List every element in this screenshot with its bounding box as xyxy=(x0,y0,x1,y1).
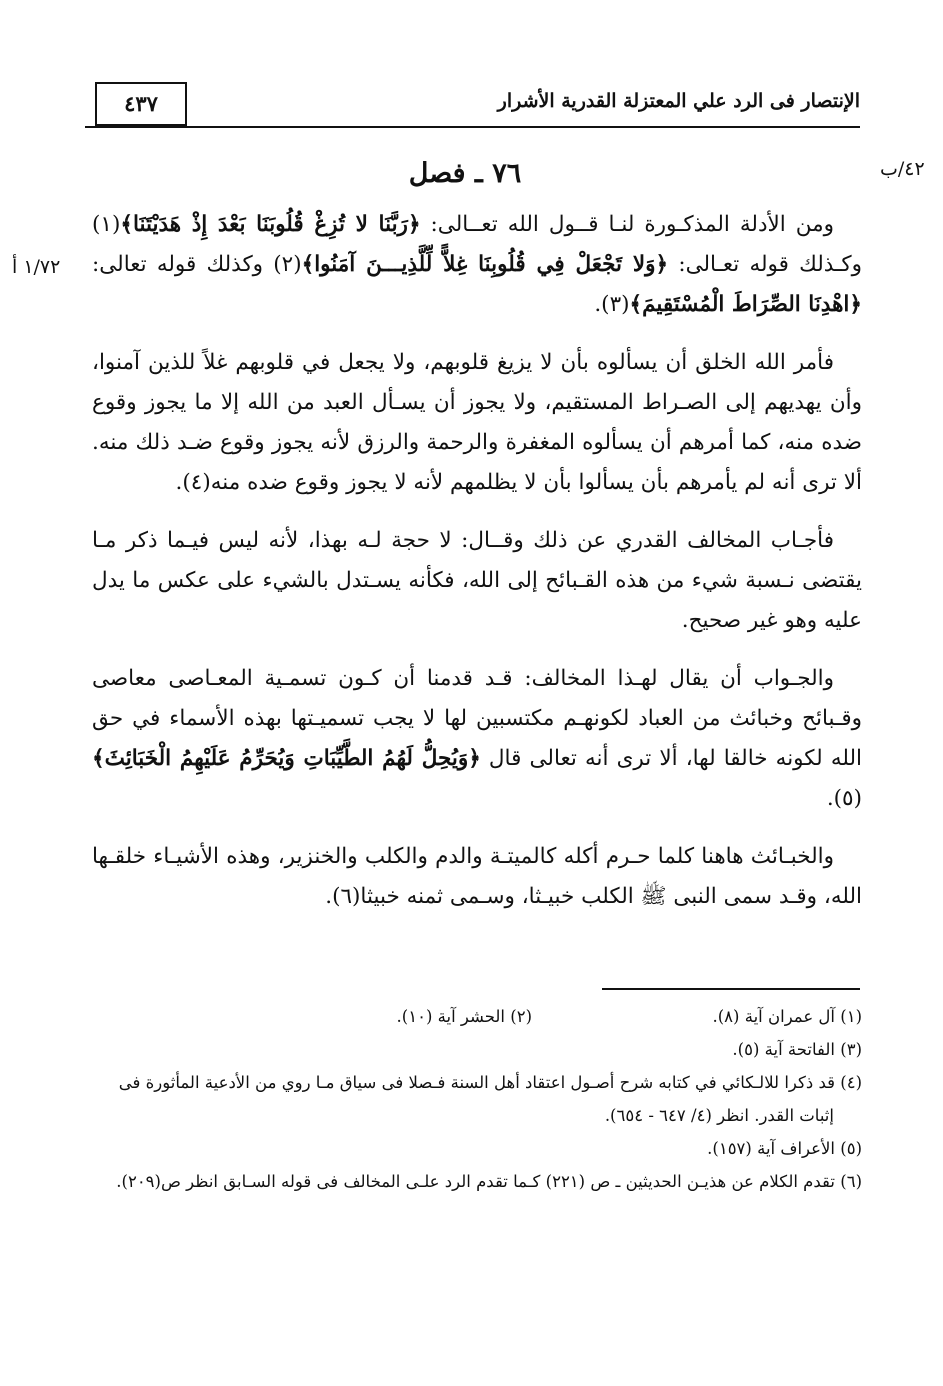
main-text xyxy=(92,205,862,935)
page-header xyxy=(85,82,860,130)
footnote-row xyxy=(92,1000,862,1033)
margin-note-folio-42b: ٤٢/ب xyxy=(880,158,925,180)
page-number-box: ٤٣٧ xyxy=(95,82,187,126)
text-run: ومن الأدلة المذكـورة لنـا قــول الله تعــالى: xyxy=(420,212,834,237)
quran-verse: ﴿رَبَّنَا لا تُزِغْ قُلُوبَنَا بَعْدَ إِذْ هَدَيْتَنَا﴾ xyxy=(120,212,421,237)
paragraph-4 xyxy=(92,659,862,819)
text-run: والجـواب أن يقال لهـذا المخالف: قـد قدمنا أن كـون تسمـية المعـاصى معاصى وقـبائح وخبائث من العباد لكونهـم مكتسبين لها لا يجب تسميـتها بهذه الأسماء في حق الله لكونه خالقا لها، ألا ترى أنه تعالى قال xyxy=(92,666,862,771)
footnotes xyxy=(92,1000,862,1198)
text-run: (٥). xyxy=(826,786,862,811)
footnote-separator xyxy=(602,988,860,990)
running-title: الإنتصار فى الرد علي المعتزلة القدرية الأشرار xyxy=(497,90,860,112)
text-run: (١) وكـذلك قوله تعـالى: xyxy=(92,212,862,277)
footnote-1: (١) آل عمران آية (٨). xyxy=(712,1007,862,1026)
text-run: (٢) وكذلك قوله تعالى: xyxy=(92,252,302,277)
footnote-2: (٢) الحشر آية (١٠). xyxy=(396,1007,532,1026)
footnote-6: (٦) تقدم الكلام عن هذيـن الحديثين ـ ص (٢٢١) كـما تقدم الرد علـى المخالف فى قوله السـابق انظر ص(٢٠٩). xyxy=(116,1172,862,1191)
footnote-3: (٣) الفاتحة آية (٥). xyxy=(732,1040,862,1059)
paragraph-3: فأجـاب المخالف القدري عن ذلك وقــال: لا حجة لـه بهذا، لأنه ليس فيـما ذكر مـا يقتضى نـسبة شيء من هذه القـبائح إلى الله، فكأنه يسـتدل بالشيء على عكس ما يدل عليه وهو غير صحيح. xyxy=(92,528,862,633)
margin-note-folio-72a: ١/٧٢ أ xyxy=(12,256,61,278)
paragraph-2: فأمر الله الخلق أن يسألوه بأن لا يزيغ قلوبهم، ولا يجعل في قلوبهم غلاً للذين آمنوا، وأن يهديهم إلى الصـراط المستقيم، ولا يجوز أن يسـأل العبد من الله إلا ما يجوز وقوع ضده منه، كما أمرهم أن يسألوه المغفرة والرحمة والرزق لأنه يجوز وقوع ضـد ذلك منه. ألا ترى أنه لم يأمرهم بأن يسألوا بأن لا يظلمهم لأنه لا يجوز وقوع ضده منه(٤). xyxy=(92,350,862,495)
paragraph-5: والخبـائث هاهنا كلما حـرم أكله كالميتـة والدم والكلب والخنزير، وهذه الأشيـاء خلقـها الله، وقـد سمى النبى ﷺ الكلب خبيـثا، وسـمى ثمنه خبيثا(٦). xyxy=(92,844,862,909)
header-rule xyxy=(85,126,860,128)
quran-verse: ﴿اهْدِنَا الصِّرَاطَ الْمُسْتَقِيمَ﴾ xyxy=(629,292,862,317)
quran-verse: ﴿وَيُحِلُّ لَهُمُ الطَّيِّبَاتِ وَيُحَرِّمُ عَلَيْهِمُ الْخَبَائِثَ﴾ xyxy=(92,746,481,771)
footnote-5: (٥) الأعراف آية (١٥٧). xyxy=(707,1139,862,1158)
paragraph-1 xyxy=(92,205,862,325)
section-title: ٧٦ ـ فصل xyxy=(408,158,522,189)
text-run: (٣). xyxy=(594,292,630,317)
quran-verse: ﴿وَلا تَجْعَلْ فِي قُلُوبِنَا غِلاًّ لِّلَّذِيـــنَ آمَنُوا﴾ xyxy=(301,252,669,277)
footnote-4: (٤) قد ذكرا للالـكائي في كتابه شرح أصـول اعتقاد أهل السنة فـصلا فى سياق مـا روي من الأدعية المأثورة فى إثبات القدر. انظر (٤/ ٦٤٧ - ٦٥٤). xyxy=(118,1073,862,1125)
